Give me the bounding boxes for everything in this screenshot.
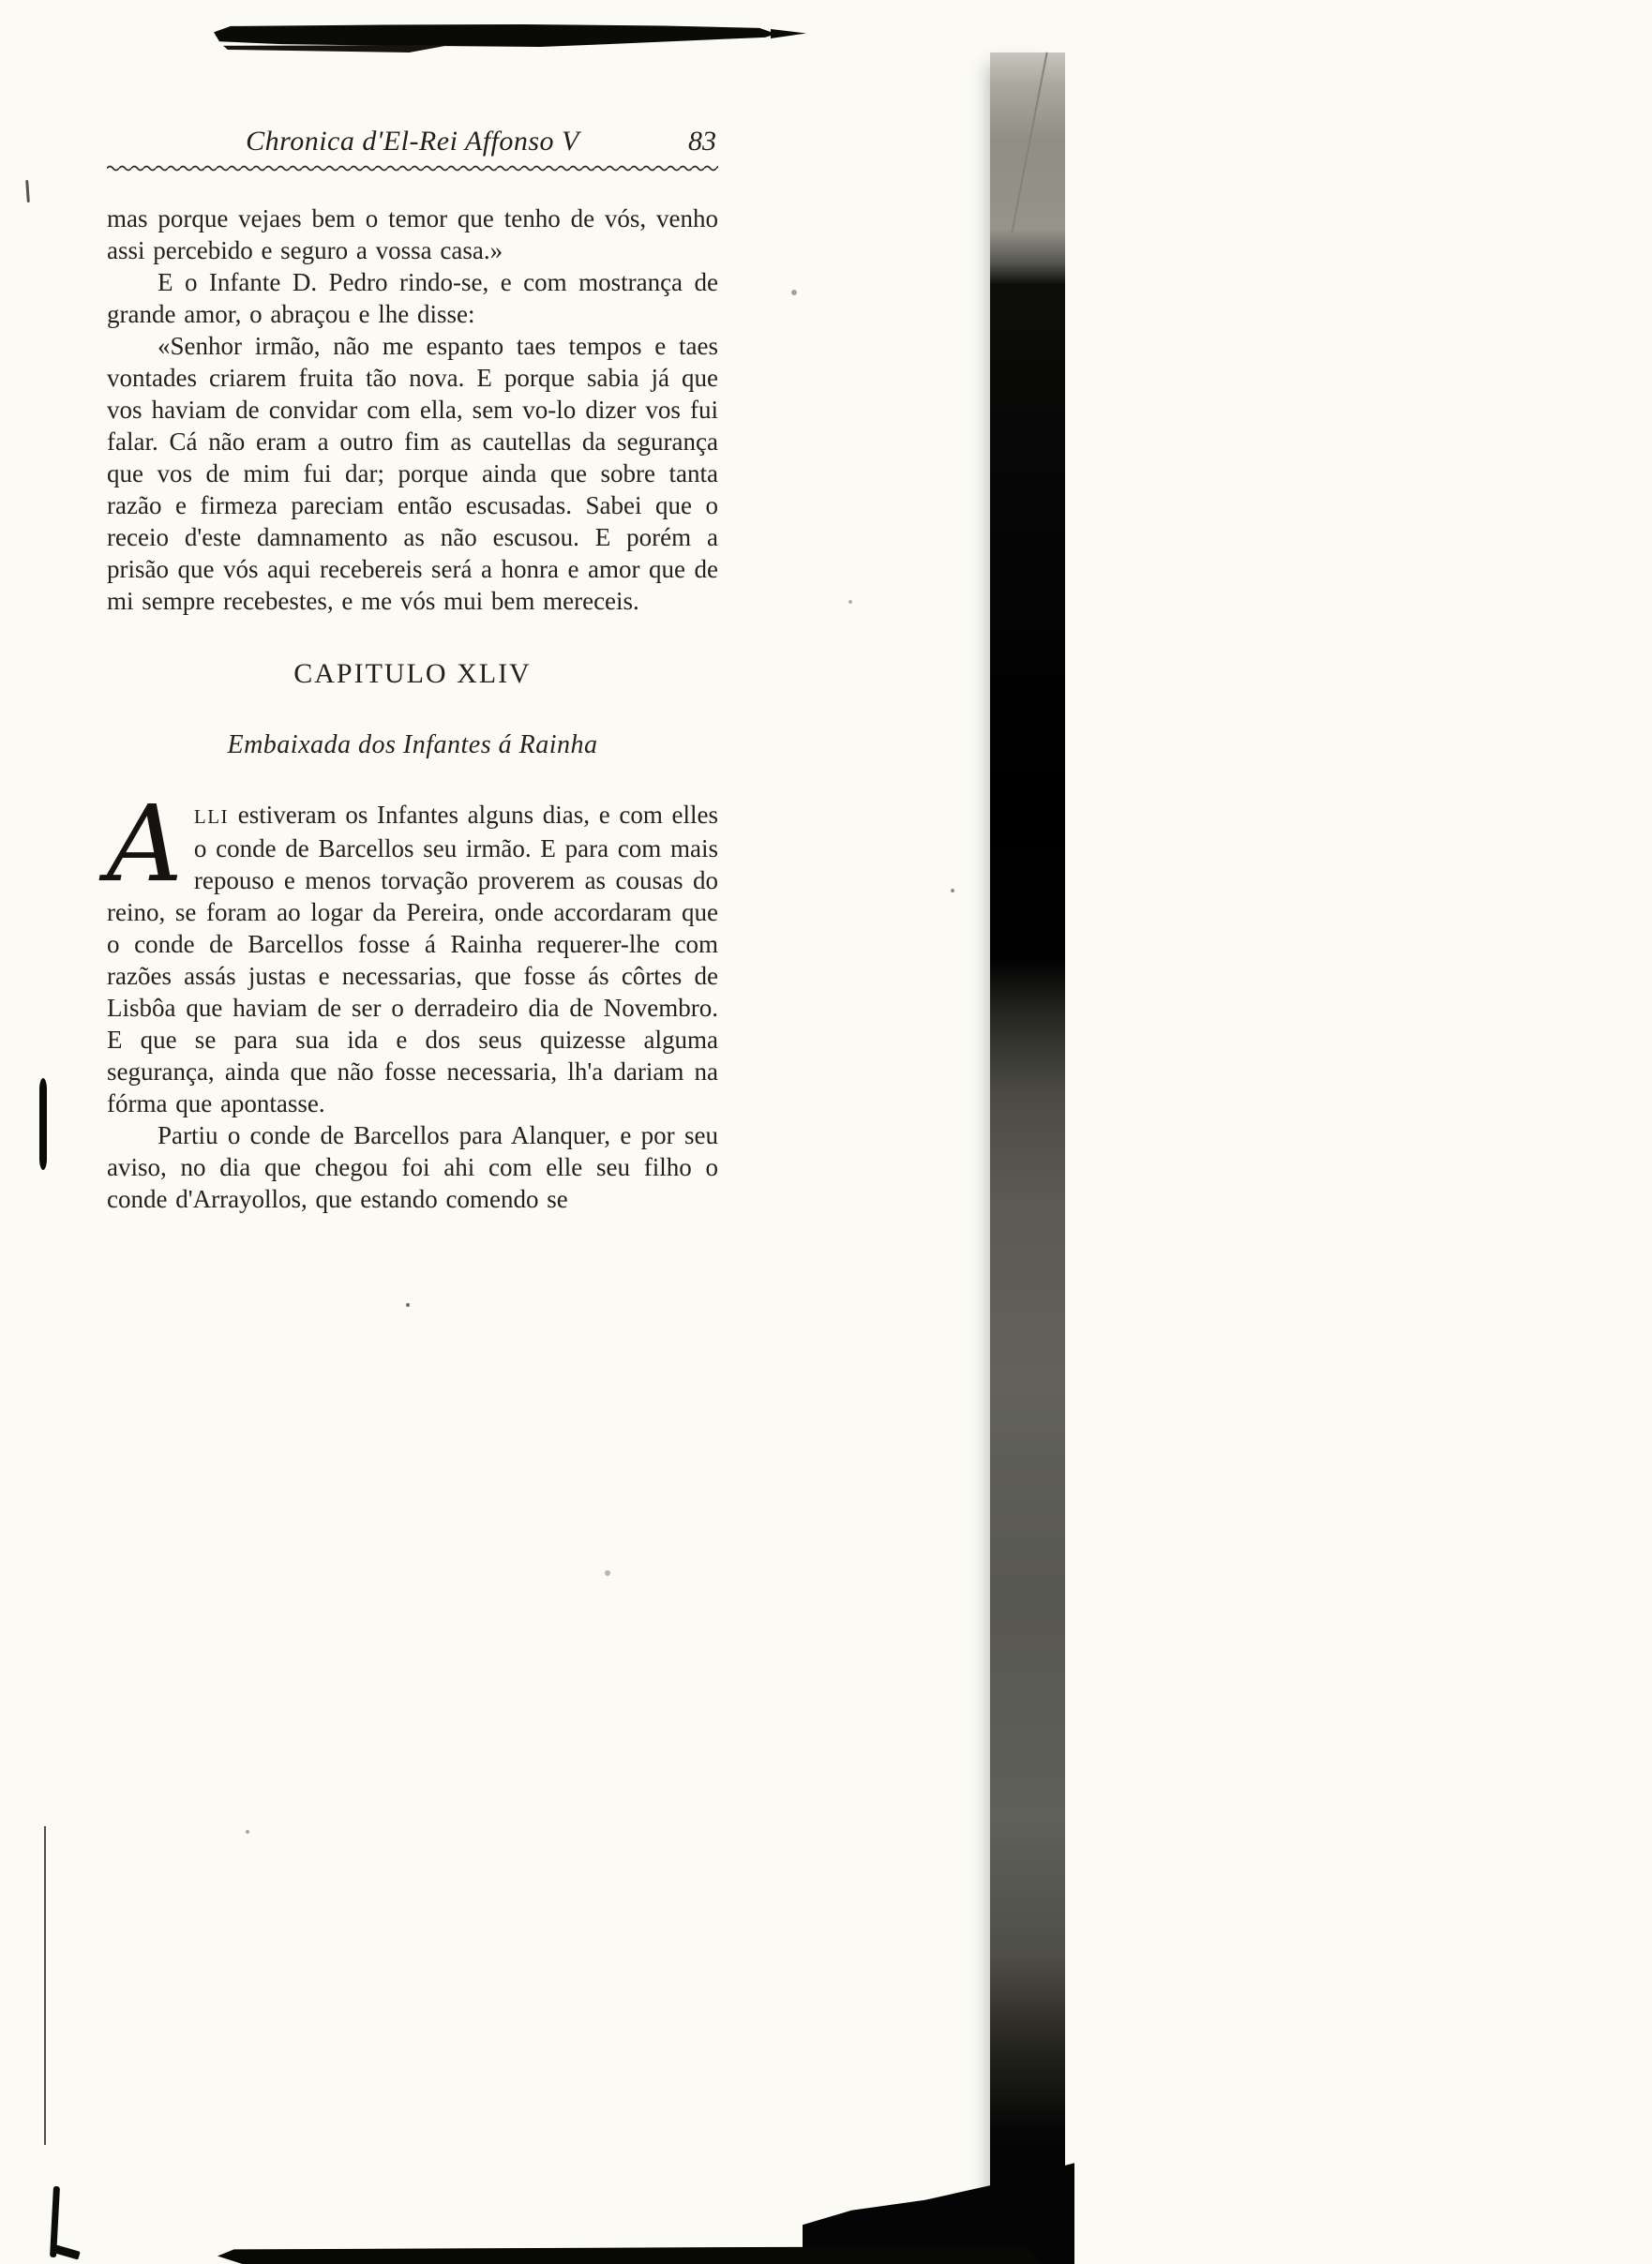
scan-artifact-top-bar-sliver	[223, 45, 450, 52]
scan-artifact-left-hairline	[44, 1826, 46, 2145]
chapter-subtitle: Embaixada dos Infantes á Rainha	[227, 730, 598, 759]
scan-artifact-top-bar	[214, 24, 776, 47]
page-number: 83	[688, 126, 716, 157]
paragraph-continuation: mas porque vejaes bem o temor que tenho de vós, venho assi percebido e seguro a vossa casa.»	[107, 204, 718, 264]
scan-artifact-right-page-edge	[990, 52, 1065, 2264]
paragraph: «Senhor irmão, não me espanto taes tempos e taes vontades criarem fruita tão nova. E porque sabia já que vos haviam de convidar com ella, sem vo-lo dizer vos fui falar. Cá não eram a outro fim as cautellas da segurança que vos de mim fui dar; porque ainda que sobre tanta razão e firmeza pareciam então escusadas. Sabei que o receio d'este damnamento as não escusou. E porém a prisão que vós aqui recebereis será a honra e amor que de mi sempre recebestes, e me vós mui bem mereceis.	[107, 332, 718, 615]
scan-artifact-top-bar-tail	[771, 29, 806, 38]
dropcap-initial: A	[107, 784, 183, 906]
scan-artifact-specks	[0, 0, 4, 4]
paragraph-with-dropcap	[107, 784, 718, 1119]
scan-artifact-bottom-left-stroke	[50, 2186, 60, 2257]
paragraph-text: estiveram os Infantes alguns dias, e com elles o conde de Barcellos seu irmão. E para com mais repouso e menos torvação proverem as cousas do reino, se foram ao logar da Pereira, onde accordaram que o conde de Barcellos fosse á Rainha requerer-lhe com razões assás justas e necessarias, que fosse ás côrtes de Lisbôa que haviam de ser o derradeiro dia de Novembro. E que se para sua ida e dos seus quizesse alguma segurança, ainda que não fosse necessaria, lh'a dariam na fórma que apontasse.	[107, 801, 718, 1117]
paragraph: Partiu o conde de Barcellos para Alanquer, e por seu aviso, no dia que chegou foi ahi com elle seu filho o conde d'Arrayollos, que estando comendo se	[107, 1121, 718, 1213]
page-header	[107, 126, 718, 163]
scan-artifact-bottom-left-hook	[53, 2244, 80, 2259]
scan-artifact-top-left-mark	[25, 180, 30, 202]
dropcap-smallcaps: LLI	[193, 805, 230, 828]
paragraph: E o Infante D. Pedro rindo-se, e com mostrança de grande amor, o abraçou e lhe disse:	[107, 268, 718, 328]
wavy-rule	[107, 161, 718, 172]
scan-artifact-bottom-right-blob	[803, 2161, 1074, 2264]
scan-artifact-bottom-bar	[218, 2246, 1043, 2264]
chapter-heading: CAPITULO XLIV	[293, 658, 532, 689]
running-title: Chronica d'El-Rei Affonso V	[246, 126, 579, 157]
scan-artifact-corner-fold-line	[1011, 52, 1047, 233]
text-column	[107, 202, 718, 1215]
scan-artifact-left-margin-mark	[39, 1078, 47, 1170]
